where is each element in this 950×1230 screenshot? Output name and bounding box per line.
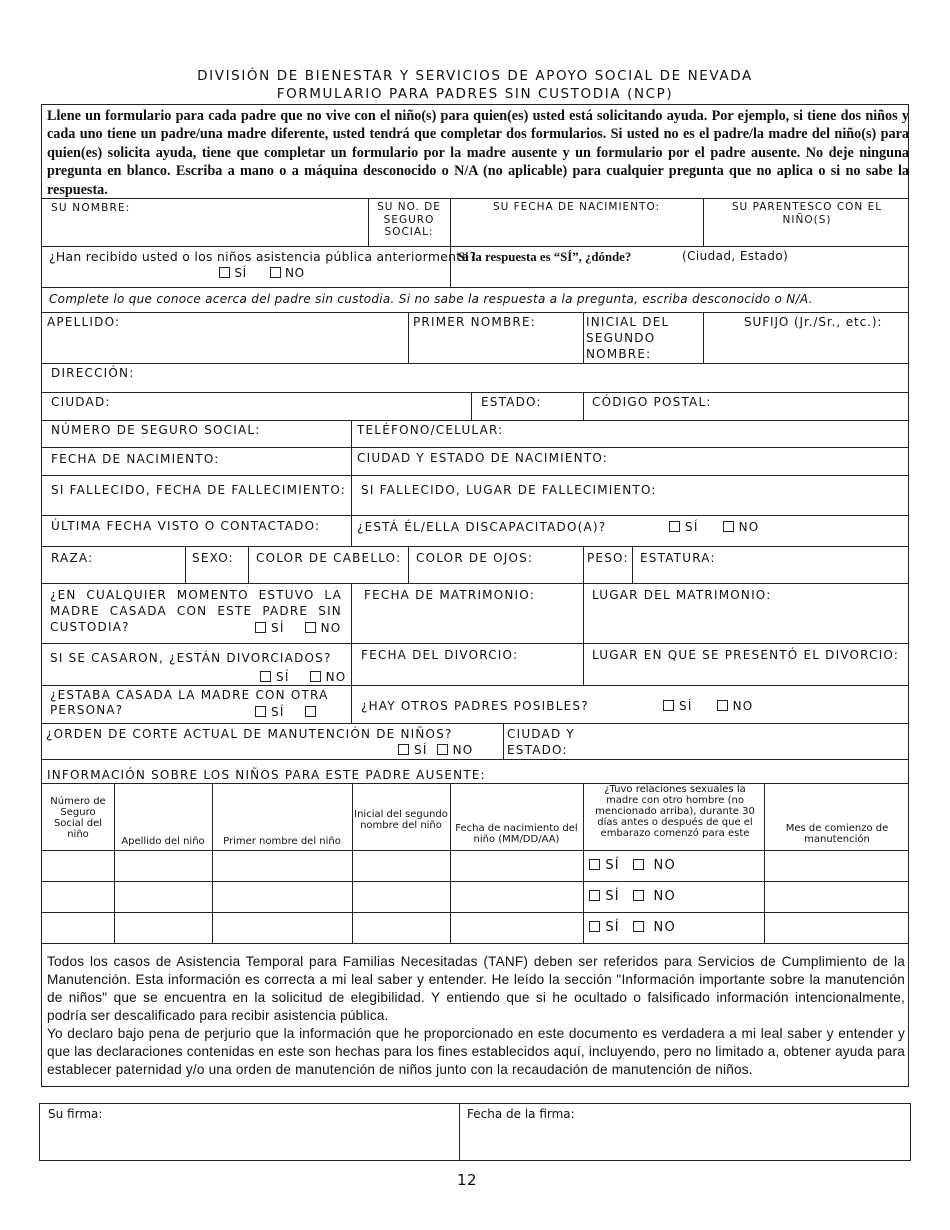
court-order-yes-checkbox[interactable]	[398, 744, 409, 755]
child1-no-label: NO	[653, 858, 676, 873]
child3-yes-checkbox[interactable]	[589, 921, 600, 932]
child3-yes-label: SÍ	[605, 920, 620, 935]
ncp-middle-initial-label: INICIAL DEL SEGUNDO NOMBRE:	[586, 315, 670, 361]
child-row-3-yes-no	[589, 920, 676, 936]
court-order-no-label: NO	[452, 743, 474, 757]
ncp-sex-label: SEXO:	[192, 551, 234, 565]
court-order-no-checkbox[interactable]	[437, 744, 448, 755]
married-yes-checkbox[interactable]	[255, 622, 266, 633]
declaration-paragraph-1: Todos los casos de Asistencia Temporal para Familias Necesitadas (TANF) deben ser referidos para Servicios de Cumplimiento de la Manutención. Esta información es correcta a mi leal saber y entender. He leído la sección "Información importante sobre la manutención de niños" que se encuentra en la solicitud de elegibilidad. Y entiendo que si he ocultado o falsificado información intencionalmente, podría ser descalificado para recibir asistencia pública.	[47, 954, 905, 1023]
ncp-eyes-label: COLOR DE OJOS:	[416, 551, 534, 565]
child2-yes-label: SÍ	[605, 889, 620, 904]
ncp-zip-label: CÓDIGO POSTAL:	[592, 395, 712, 409]
ncp-phone-label: TELÉFONO/CELULAR:	[357, 423, 504, 437]
ncp-weight-label: PESO:	[587, 551, 629, 565]
assistance-yes-no	[219, 265, 305, 281]
other-parents-yes-label: SÍ	[679, 699, 693, 713]
applicant-ssn-label: SU NO. DE SEGURO SOCIAL:	[377, 201, 441, 238]
ncp-height-label: ESTATURA:	[640, 551, 716, 565]
other-parents-no-checkbox[interactable]	[717, 700, 728, 711]
applicant-relationship-label: SU PARENTESCO CON EL NIÑO(S)	[731, 201, 883, 226]
divorced-no-checkbox[interactable]	[310, 671, 321, 682]
ncp-mother-married-yes-no	[255, 704, 316, 720]
ncp-last-name-label: APELLIDO:	[47, 315, 121, 329]
child1-yes-checkbox[interactable]	[589, 859, 600, 870]
child1-no-checkbox[interactable]	[633, 859, 644, 870]
intro-instructions: Llene un formulario para cada padre que no vive con el niño(s) para quien(es) usted está solicitando ayuda. Por ejemplo, si tiene dos niños y cada uno tiene un padre/una madre diferente, usted tendrá que completar dos formularios. Si usted no es el padre/la madre del niño(s) para quien(es) solicita ayuda, tiene que completar un formulario por la madre ausente y un formulario por el padre ausente. No deje ninguna pregunta en blanco. Escriba a mano o a máquina desconocido o N/A (no aplicable) para cualquier pregunta que no aplica o si no sabe la respuesta.	[47, 108, 909, 198]
ncp-court-order-question: ¿ORDEN DE CORTE ACTUAL DE MANUTENCIÓN DE NIÑOS?	[46, 727, 453, 741]
other-parents-yes-checkbox[interactable]	[663, 700, 674, 711]
assistance-question: ¿Han recibido usted o los niños asistencia pública anteriormente?	[49, 249, 477, 264]
ncp-other-parents-yes-no	[663, 698, 753, 714]
child2-yes-checkbox[interactable]	[589, 890, 600, 901]
ncp-suffix-label: SUFIJO (Jr./Sr., etc.):	[744, 315, 883, 329]
ncp-last-seen-label: ÚLTIMA FECHA VISTO O CONTACTADO:	[51, 519, 321, 533]
declaration-paragraph-2: Yo declaro bajo pena de perjurio que la información que he proporcionado en este documento es verdadera a mi leal saber y entender y que las declaraciones contenidas en este son hechas para los fines establecidos aquí, incluyendo, pero no limitado a, obtener ayuda para establecer paternidad y/o una orden de manutención de niños junto con la recaudación de manutención de niños.	[47, 1026, 905, 1077]
page-number: 12	[456, 1171, 478, 1189]
divorced-yes-label: SÍ	[276, 670, 290, 684]
children-col-middle-initial: Inicial del segundo nombre del niño	[354, 809, 448, 831]
ncp-city-label: CIUDAD:	[51, 395, 111, 409]
children-col-ssn: Número de Seguro Social del niño	[50, 796, 106, 840]
declaration-text	[47, 953, 905, 1079]
child-row-1-yes-no	[589, 858, 676, 874]
ncp-race-label: RAZA:	[51, 551, 94, 565]
divorced-no-label: NO	[325, 670, 347, 684]
ncp-marriage-date-label: FECHA DE MATRIMONIO:	[364, 588, 535, 602]
ncp-hair-label: COLOR DE CABELLO:	[256, 551, 402, 565]
signature-label: Su firma:	[48, 1107, 103, 1121]
ncp-first-name-label: PRIMER NOMBRE:	[413, 315, 536, 329]
ncp-disabled-question: ¿ESTÁ ÉL/ELLA DISCAPACITADO(A)?	[357, 520, 607, 534]
ncp-divorce-place-label: LUGAR EN QUE SE PRESENTÓ EL DIVORCIO:	[592, 648, 900, 662]
child2-no-label: NO	[653, 889, 676, 904]
applicant-name-label: SU NOMBRE:	[51, 202, 131, 214]
signature-date-label: Fecha de la firma:	[467, 1107, 575, 1121]
ncp-ssn-label: NÚMERO DE SEGURO SOCIAL:	[51, 423, 261, 437]
disabled-yes-checkbox[interactable]	[669, 521, 680, 532]
ncp-other-parents-question: ¿HAY OTROS PADRES POSIBLES?	[361, 699, 589, 713]
mother-married-yes-label: SÍ	[271, 705, 285, 719]
married-yes-label: SÍ	[271, 621, 285, 635]
mother-married-no-checkbox[interactable]	[305, 706, 316, 717]
ncp-address-label: DIRECCIÓN:	[51, 366, 135, 380]
ncp-death-place-label: SI FALLECIDO, LUGAR DE FALLECIMIENTO:	[361, 483, 657, 497]
ncp-divorce-date-label: FECHA DEL DIVORCIO:	[361, 648, 519, 662]
children-col-first-name: Primer nombre del niño	[223, 836, 341, 847]
form-header-title: FORMULARIO PARA PADRES SIN CUSTODIA (NCP)	[276, 86, 674, 102]
child2-no-checkbox[interactable]	[633, 890, 644, 901]
ncp-marriage-place-label: LUGAR DEL MATRIMONIO:	[592, 588, 772, 602]
children-col-last-name: Apellido del niño	[121, 836, 205, 847]
ncp-married-question: ¿EN CUALQUIER MOMENTO ESTUVO LA MADRE CASADA CON ESTE PADRE SIN CUSTODIA?	[50, 588, 342, 634]
mother-married-yes-checkbox[interactable]	[255, 706, 266, 717]
ncp-divorced-question: SI SE CASARON, ¿ESTÁN DIVORCIADOS?	[50, 651, 332, 665]
court-order-yes-label: SÍ	[414, 743, 428, 757]
other-parents-no-label: NO	[732, 699, 754, 713]
ncp-disabled-yes-no	[669, 519, 759, 535]
children-section-title: INFORMACIÓN SOBRE LOS NIÑOS PARA ESTE PADRE AUSENTE:	[47, 768, 486, 782]
divorced-yes-checkbox[interactable]	[260, 671, 271, 682]
married-no-label: NO	[320, 621, 342, 635]
children-col-relations-question: ¿Tuvo relaciones sexuales la madre con otro hombre (no mencionado arriba), durante 30 días antes o después de que el embarazo comenzó para este	[595, 784, 755, 839]
ncp-dob-label: FECHA DE NACIMIENTO:	[51, 452, 220, 466]
disabled-yes-label: SÍ	[685, 520, 699, 534]
assistance-no-label: NO	[285, 266, 305, 280]
form-header-division: DIVISIÓN DE BIENESTAR Y SERVICIOS DE APOYO SOCIAL DE NEVADA	[197, 68, 753, 84]
ncp-death-date-label: SI FALLECIDO, FECHA DE FALLECIMIENTO:	[51, 483, 347, 497]
child3-no-label: NO	[653, 920, 676, 935]
ncp-instruction: Complete lo que conoce acerca del padre sin custodia. Si no sabe la respuesta a la pregunta, escriba desconocido o N/A.	[49, 292, 813, 306]
ncp-mother-married-question: ¿ESTABA CASADA LA MADRE CON OTRA PERSONA?	[50, 688, 329, 717]
assistance-where-question: Si la respuesta es “SÍ”, ¿dónde?	[458, 250, 632, 264]
assistance-no-checkbox[interactable]	[270, 267, 281, 278]
ncp-state-label: ESTADO:	[481, 395, 542, 409]
assistance-yes-label: SÍ	[234, 266, 247, 280]
disabled-no-checkbox[interactable]	[723, 521, 734, 532]
children-col-dob: Fecha de nacimiento del niño (MM/DD/AA)	[455, 823, 578, 845]
assistance-yes-checkbox[interactable]	[219, 267, 230, 278]
children-col-support-start: Mes de comienzo de manutención	[785, 823, 889, 845]
ncp-married-yes-no	[255, 620, 341, 636]
ncp-divorced-yes-no	[260, 669, 346, 685]
assistance-city-state-hint: (Ciudad, Estado)	[682, 249, 789, 263]
child1-yes-label: SÍ	[605, 858, 620, 873]
ncp-birth-place-label: CIUDAD Y ESTADO DE NACIMIENTO:	[357, 451, 609, 465]
disabled-no-label: NO	[738, 520, 760, 534]
child3-no-checkbox[interactable]	[633, 921, 644, 932]
applicant-dob-label: SU FECHA DE NACIMIENTO:	[492, 201, 661, 213]
married-no-checkbox[interactable]	[305, 622, 316, 633]
ncp-court-order-yes-no	[398, 742, 473, 758]
child-row-2-yes-no	[589, 889, 676, 905]
ncp-court-city-state-label: CIUDAD Y ESTADO:	[507, 727, 575, 757]
